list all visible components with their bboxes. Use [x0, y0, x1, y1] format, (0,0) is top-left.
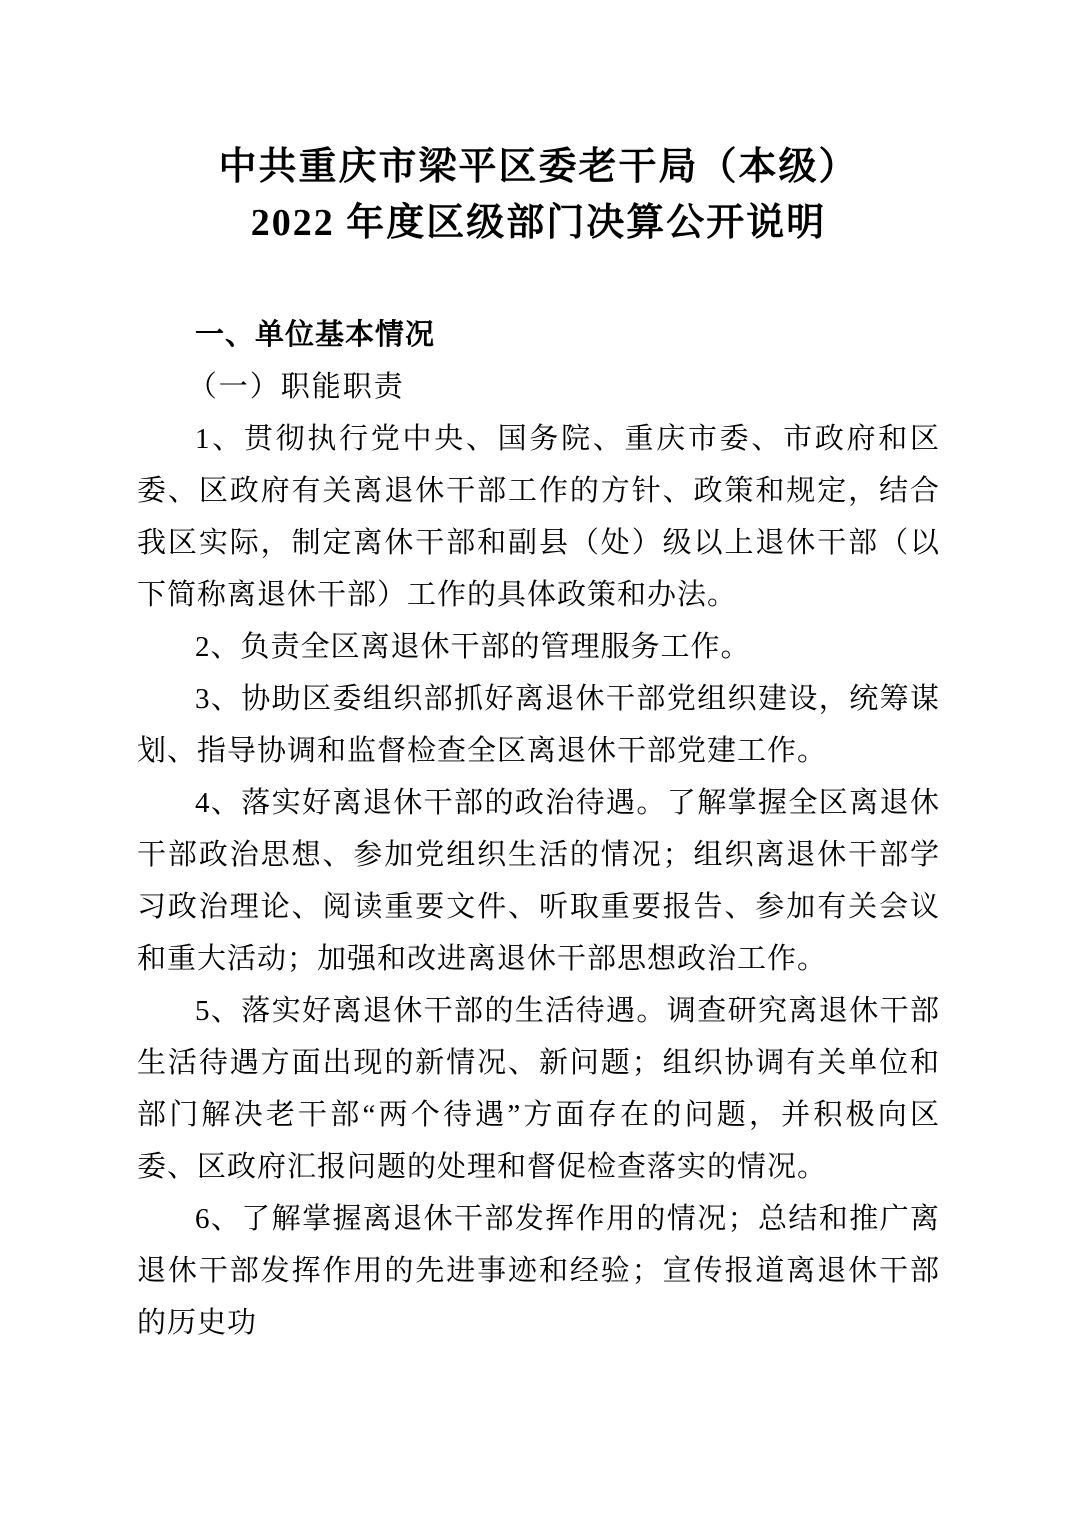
paragraph-list [137, 413, 940, 1349]
section-subheading: （一）职能职责 [187, 371, 405, 403]
body-paragraph: 5、落实好离退休干部的生活待遇。调查研究离退休干部生活待遇方面出现的新情况、新问题；组织协调有关单位和部门解决老干部“两个待遇”方面存在的问题，并积极向区委、区政府汇报问题的处理和督促检查落实的情况。 [137, 995, 940, 1183]
document-title [137, 139, 940, 251]
document-title-line2: 2022 年度区级部门决算公开说明 [250, 202, 827, 244]
body-paragraph: 3、协助区委组织部抓好离退休干部党组织建设，统筹谋划、指导协调和监督检查全区离退休干部党建工作。 [137, 683, 940, 767]
body-paragraph: 1、贯彻执行党中央、国务院、重庆市委、市政府和区委、区政府有关离退休干部工作的方针、政策和规定，结合我区实际，制定离休干部和副县（处）级以上退休干部（以下简称离退休干部）工作的具体政策和办法。 [137, 423, 940, 611]
body-paragraph: 2、负责全区离退休干部的管理服务工作。 [195, 631, 751, 663]
body-paragraph: 4、落实好离退休干部的政治待遇。了解掌握全区离退休干部政治思想、参加党组织生活的情况；组织离退休干部学习政治理论、阅读重要文件、听取重要报告、参加有关会议和重大活动；加强和改进离退休干部思想政治工作。 [137, 787, 940, 975]
body-paragraph: 6、了解掌握离退休干部发挥作用的情况；总结和推广离退休干部发挥作用的先进事迹和经验；宣传报道离退休干部的历史功 [137, 1203, 940, 1339]
document-body [137, 309, 940, 1349]
section-heading: 一、单位基本情况 [195, 319, 436, 351]
document-title-line1: 中共重庆市梁平区委老干局（本级） [218, 146, 859, 188]
